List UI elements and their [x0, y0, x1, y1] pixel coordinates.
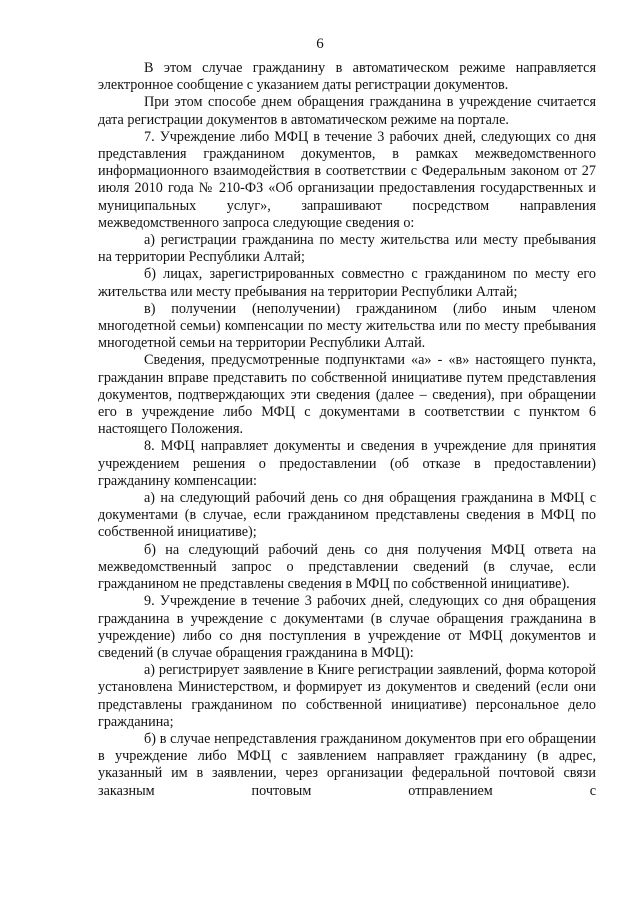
paragraph-item-8: 8. МФЦ направляет документы и сведения в учреждение для принятия учреждением решения о предоставлении (об отказе в предоставлении) гражданину компенсации: [98, 438, 596, 489]
page-number: 6 [316, 36, 324, 52]
paragraph-item-9: 9. Учреждение в течение 3 рабочих дней, следующих со дня обращения гражданина в учреждение с документами (в случае обращения гражданина в учреждение) либо со дня поступления в учреждение от МФЦ документов и сведений (в случае обращения гражданина в МФЦ): [98, 593, 596, 661]
document-body [98, 60, 596, 800]
paragraph-item-7c: в) получении (неполучении) гражданином (либо иным членом многодетной семьи) компенсации по месту жительства или по месту пребывания многодетной семьи на территории Республики Алтай. [98, 300, 596, 352]
paragraph-item-9a: а) регистрирует заявление в Книге регистрации заявлений, форма которой установлена Министерством, и формирует из документов и сведений (если они представлены гражданином по собственной инициативе) персональное дело гражданина; [98, 662, 596, 730]
paragraph-electronic-message: В этом случае гражданину в автоматическом режиме направляется электронное сообщение с указанием даты регистрации документов. [98, 60, 596, 94]
paragraph-item-8a: а) на следующий рабочий день со дня обращения гражданина в МФЦ с документами (в случае, если гражданином представлены сведения в МФЦ по собственной инициативе); [98, 490, 596, 541]
paragraph-item-7a: а) регистрации гражданина по месту жительства или месту пребывания на территории Республики Алтай; [98, 232, 596, 266]
paragraph-item-7: 7. Учреждение либо МФЦ в течение 3 рабочих дней, следующих со дня представления гражданином документов, в рамках межведомственного информационного взаимодействия в соответствии с Федеральным законом от 27 июля 2010 года № 210-ФЗ «Об организации предоставления государственных и муниципальных услуг», запрашивают посредством направления межведомственного запроса следующие сведения о: [98, 128, 596, 231]
paragraph-information-submission: Сведения, предусмотренные подпунктами «а» - «в» настоящего пункта, гражданин вправе представить по собственной инициативе путем представления документов, подтверждающих эти сведения (далее – сведения), при обращении его в учреждение либо МФЦ с документами в соответствии с пунктом 6 настоящего Положения. [98, 352, 596, 438]
paragraph-portal-date: При этом способе днем обращения гражданина в учреждение считается дата регистрации документов в автоматическом режиме на портале. [98, 94, 596, 128]
paragraph-item-9b: б) в случае непредставления гражданином документов при его обращении в учреждение либо МФЦ с заявлением направляет гражданину (в адрес, указанный им в заявлении, через организации федеральной почтовой связи заказным почтовым отправлением с [98, 730, 596, 799]
paragraph-item-8b: б) на следующий рабочий день со дня получения МФЦ ответа на межведомственный запрос о представлении сведений (в случае, если гражданином не представлены сведения в МФЦ по собственной инициативе). [98, 541, 596, 593]
paragraph-item-7b: б) лицах, зарегистрированных совместно с гражданином по месту его жительства или месту пребывания на территории Республики Алтай; [98, 266, 596, 300]
